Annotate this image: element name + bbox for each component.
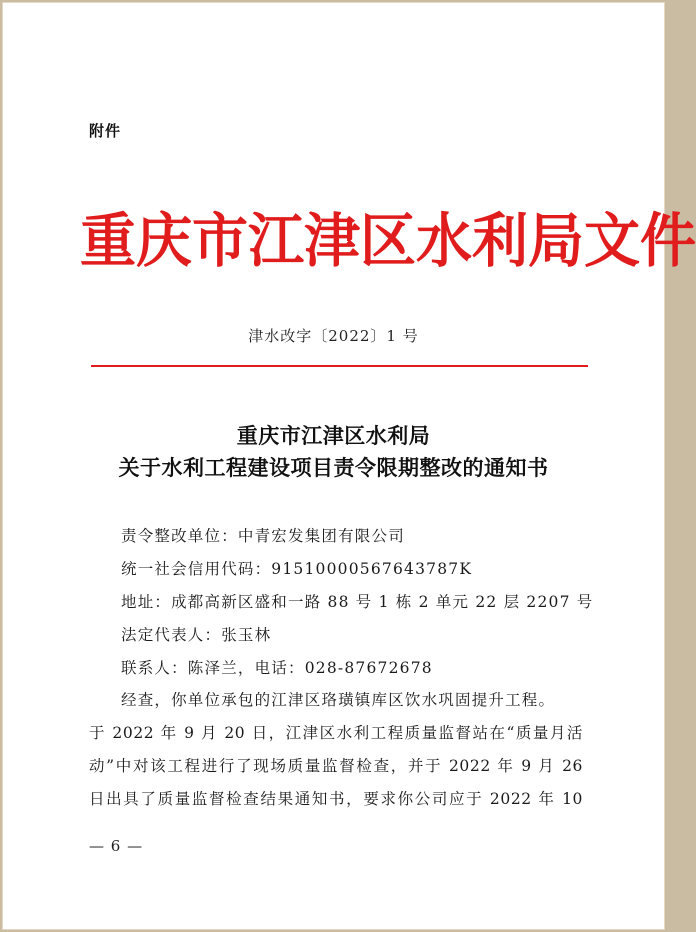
body-paragraph-line-3: 动”中对该工程进行了现场质量监督检查，并于 2022 年 9 月 26 [89,757,583,775]
body-line-legal-rep: 法定代表人：张玉林 [121,626,272,644]
red-masthead-title: 重庆市江津区水利局文件 [80,206,696,276]
notice-title-line-1: 重庆市江津区水利局 [236,423,431,448]
notice-title-line-2: 关于水利工程建设项目责令限期整改的通知书 [118,455,549,480]
body-line-rectify-unit: 责令整改单位：中青宏发集团有限公司 [121,527,405,545]
body-line-address: 地址：成都高新区盛和一路 88 号 1 栋 2 单元 22 层 2207 号 [121,593,594,611]
page-number: — 6 — [89,837,144,855]
body-paragraph-line-1: 经查，你单位承包的江津区珞璜镇库区饮水巩固提升工程。 [121,691,556,709]
body-line-contact: 联系人：陈泽兰，电话：028-87672678 [121,659,433,677]
red-separator-line [91,365,588,367]
body-paragraph-line-4: 日出具了质量监督检查结果通知书，要求你公司应于 2022 年 10 [89,790,583,808]
attachment-label: 附件 [89,122,122,140]
document-page [2,2,696,930]
body-line-credit-code: 统一社会信用代码：91510000567643787K [121,560,473,578]
document-number: 津水改字〔2022〕1 号 [248,327,419,345]
body-paragraph-line-2: 于 2022 年 9 月 20 日，江津区水利工程质量监督站在“质量月活 [89,724,583,742]
